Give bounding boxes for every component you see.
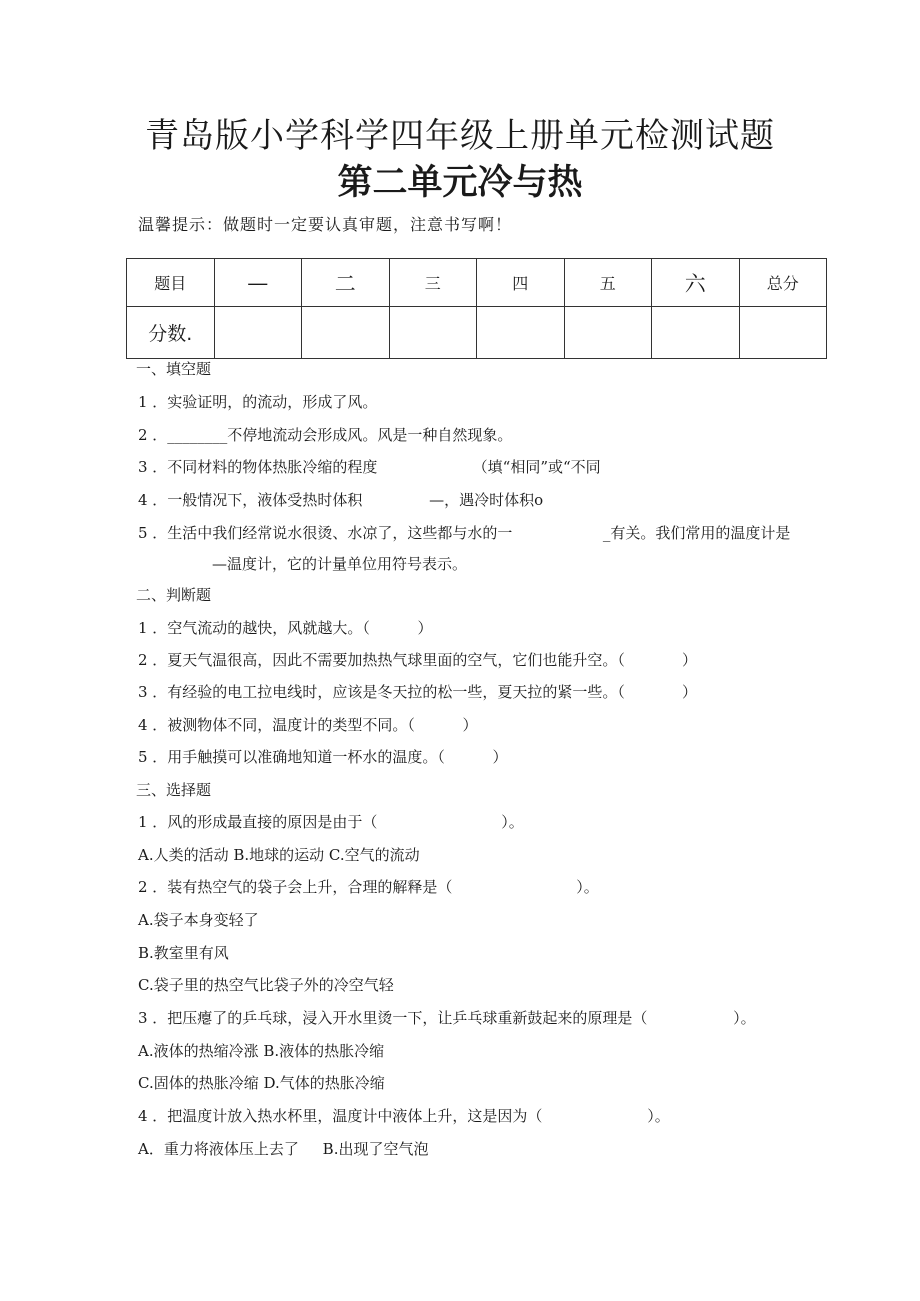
section-title-fill-blank: 一、填空题 (136, 360, 212, 378)
question-line: 2 ．________不停地流动会形成风。风是一种自然现象。 (138, 426, 513, 444)
score-header-cell: 五 (564, 259, 652, 307)
question-line: 5 ．用手触摸可以准确地知道一杯水的温度。（ ） (138, 748, 508, 766)
option-line: A.液体的热缩冷涨 B.液体的热胀冷缩 (138, 1042, 385, 1060)
question-line: 2 ．装有热空气的袋子会上升，合理的解释是（ ）。 (138, 878, 599, 896)
option-line: B.教室里有风 (138, 944, 229, 962)
option-line: A．重力将液体压上去了 B.出现了空气泡 (138, 1140, 429, 1158)
score-header-cell: 总分 (739, 259, 827, 307)
unit-subtitle: 第二单元冷与热 (337, 163, 583, 203)
exam-title: 青岛版小学科学四年级上册单元检测试题 (145, 116, 775, 156)
option-line: A.人类的活动 B.地球的运动 C.空气的流动 (138, 846, 420, 864)
question-line: 1 ．空气流动的越快，风就越大。（ ） (138, 619, 433, 637)
score-header-row (127, 259, 827, 307)
question-line: 1 ．风的形成最直接的原因是由于（ ）。 (138, 813, 524, 831)
question-line: —温度计，它的计量单位用符号表示。 (212, 555, 468, 573)
score-cell[interactable] (564, 307, 652, 359)
question-line: 3 ．有经验的电工拉电线时，应该是冬天拉的松一些，夏天拉的紧一些。（ ） (138, 683, 698, 701)
question-line: 1 ．实验证明，的流动，形成了风。 (138, 393, 378, 411)
question-line: 4 ．被测物体不同，温度计的类型不同。（ ） (138, 716, 478, 734)
question-line: 2 ．夏天气温很高，因此不需要加热热气球里面的空气，它们也能升空。（ ） (138, 651, 698, 669)
question-line: 3 ．不同材料的物体热胀冷缩的程度 （填“相同”或“不同 (138, 458, 601, 476)
question-line: 4 ．一般情况下，液体受热时体积 —，遇冷时体积o (138, 491, 544, 509)
option-line: A.袋子本身变轻了 (138, 911, 259, 929)
tip-text: 温馨提示：做题时一定要认真审题，注意书写啊！ (138, 215, 513, 234)
score-header-cell: 题目 (127, 259, 215, 307)
section-title-true-false: 二、判断题 (136, 586, 212, 604)
option-line: C.固体的热胀冷缩 D.气体的热胀冷缩 (138, 1074, 385, 1092)
question-line: 3 ．把压瘪了的乒乓球，浸入开水里烫一下，让乒乓球重新鼓起来的原理是（ ）。 (138, 1009, 756, 1027)
score-cell[interactable] (739, 307, 827, 359)
score-row-label: 分数. (127, 307, 215, 359)
question-line: 5 ．生活中我们经常说水很烫、水凉了，这些都与水的一 _有关。我们常用的温度计是 (138, 524, 791, 542)
score-header-cell: 三 (389, 259, 477, 307)
score-header-cell: 四 (477, 259, 565, 307)
score-cell[interactable] (302, 307, 390, 359)
score-header-cell: 六 (652, 259, 740, 307)
section-title-choice: 三、选择题 (136, 781, 212, 799)
score-cell[interactable] (389, 307, 477, 359)
score-table (126, 258, 827, 359)
question-line: 4 ．把温度计放入热水杯里，温度计中液体上升，这是因为（ ）。 (138, 1107, 670, 1125)
score-header-cell: 二 (302, 259, 390, 307)
score-cell[interactable] (477, 307, 565, 359)
score-cell[interactable] (652, 307, 740, 359)
score-cell[interactable] (214, 307, 302, 359)
score-value-row (127, 307, 827, 359)
score-header-cell: — (214, 259, 302, 307)
option-line: C.袋子里的热空气比袋子外的冷空气轻 (138, 976, 394, 994)
